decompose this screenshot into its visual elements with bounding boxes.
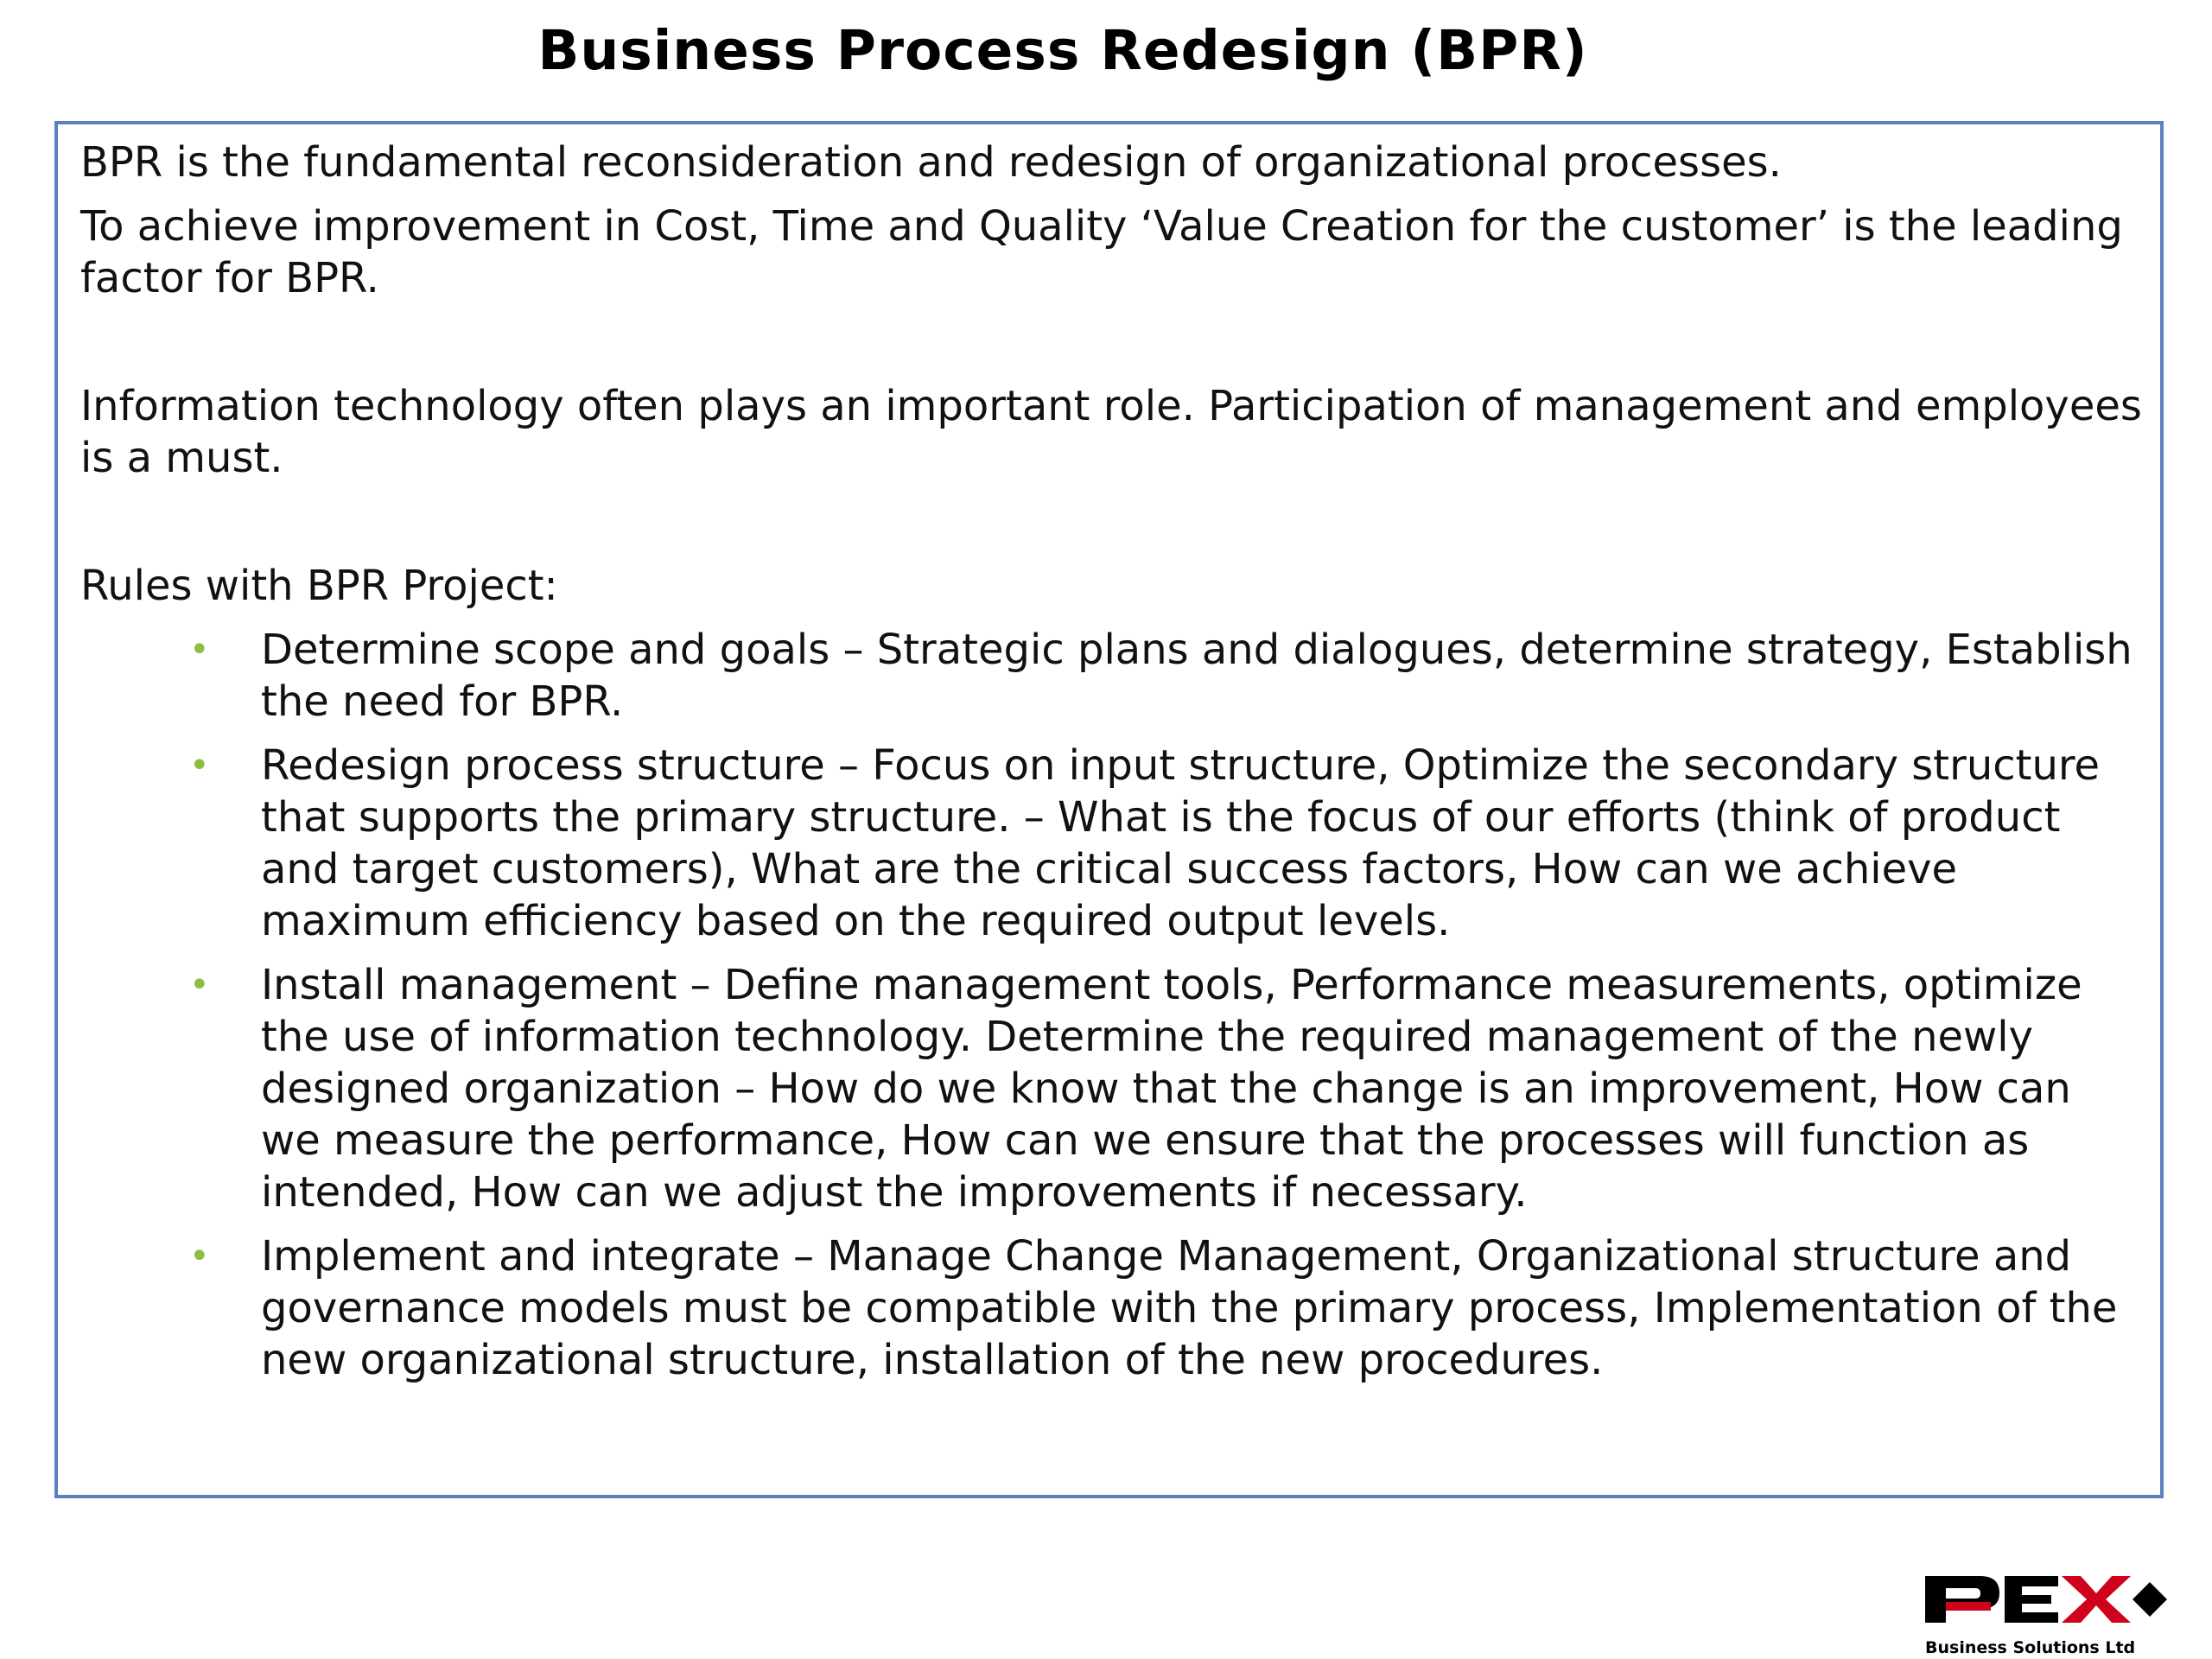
- rule-item-implement: [80, 1230, 2160, 1386]
- pex-logo-icon: [1920, 1569, 2171, 1638]
- bullet-icon: •: [189, 965, 210, 1005]
- rules-heading: Rules with BPR Project:: [80, 562, 558, 610]
- bullet-icon: •: [189, 746, 210, 785]
- paragraph-value-creation: To achieve improvement in Cost, Time and Quality ‘Value Creation for the customer’ is the leading factor for BPR.: [80, 202, 2123, 302]
- page-title: Business Process Redesign (BPR): [537, 19, 1588, 82]
- rule-text: Redesign process structure – Focus on input structure, Optimize the secondary structure that supports the primary structure. – What is the focus of our efforts (think of product and target customers), What are the critical success factors, How can we achieve maximum efficiency based on the required output levels.: [261, 741, 2101, 945]
- bullet-icon: •: [189, 1236, 210, 1276]
- rule-text: Determine scope and goals – Strategic plans and dialogues, determine strategy, Establish the need for BPR.: [261, 626, 2133, 726]
- paragraph-information-technology: Information technology often plays an important role. Participation of management and employees is a must.: [80, 382, 2142, 482]
- rule-item-redesign: [80, 740, 2160, 947]
- rule-text: Install management – Define management tools, Performance measurements, optimize the use of information technology. Determine the required management of the newly designed organization – How do we know that the change is an improvement, How can we measure the performance, How can we ensure that the processes will function as intended, How can we adjust the improvements if necessary.: [261, 961, 2082, 1217]
- logo-tagline: Business Solutions Ltd: [1925, 1638, 2136, 1657]
- rule-item-install-management: [80, 959, 2160, 1218]
- paragraph-definition: BPR is the fundamental reconsideration and redesign of organizational processes.: [80, 138, 1782, 187]
- rule-text: Implement and integrate – Manage Change Management, Organizational structure and governance models must be compatible with the primary process, Implementation of the new organizational structure, installation of the new procedures.: [261, 1232, 2118, 1384]
- rules-list: [80, 624, 2160, 1386]
- bullet-icon: •: [189, 630, 210, 670]
- company-logo: [1920, 1569, 2171, 1659]
- content-box: [54, 121, 2164, 1498]
- rule-item-scope: [80, 624, 2160, 728]
